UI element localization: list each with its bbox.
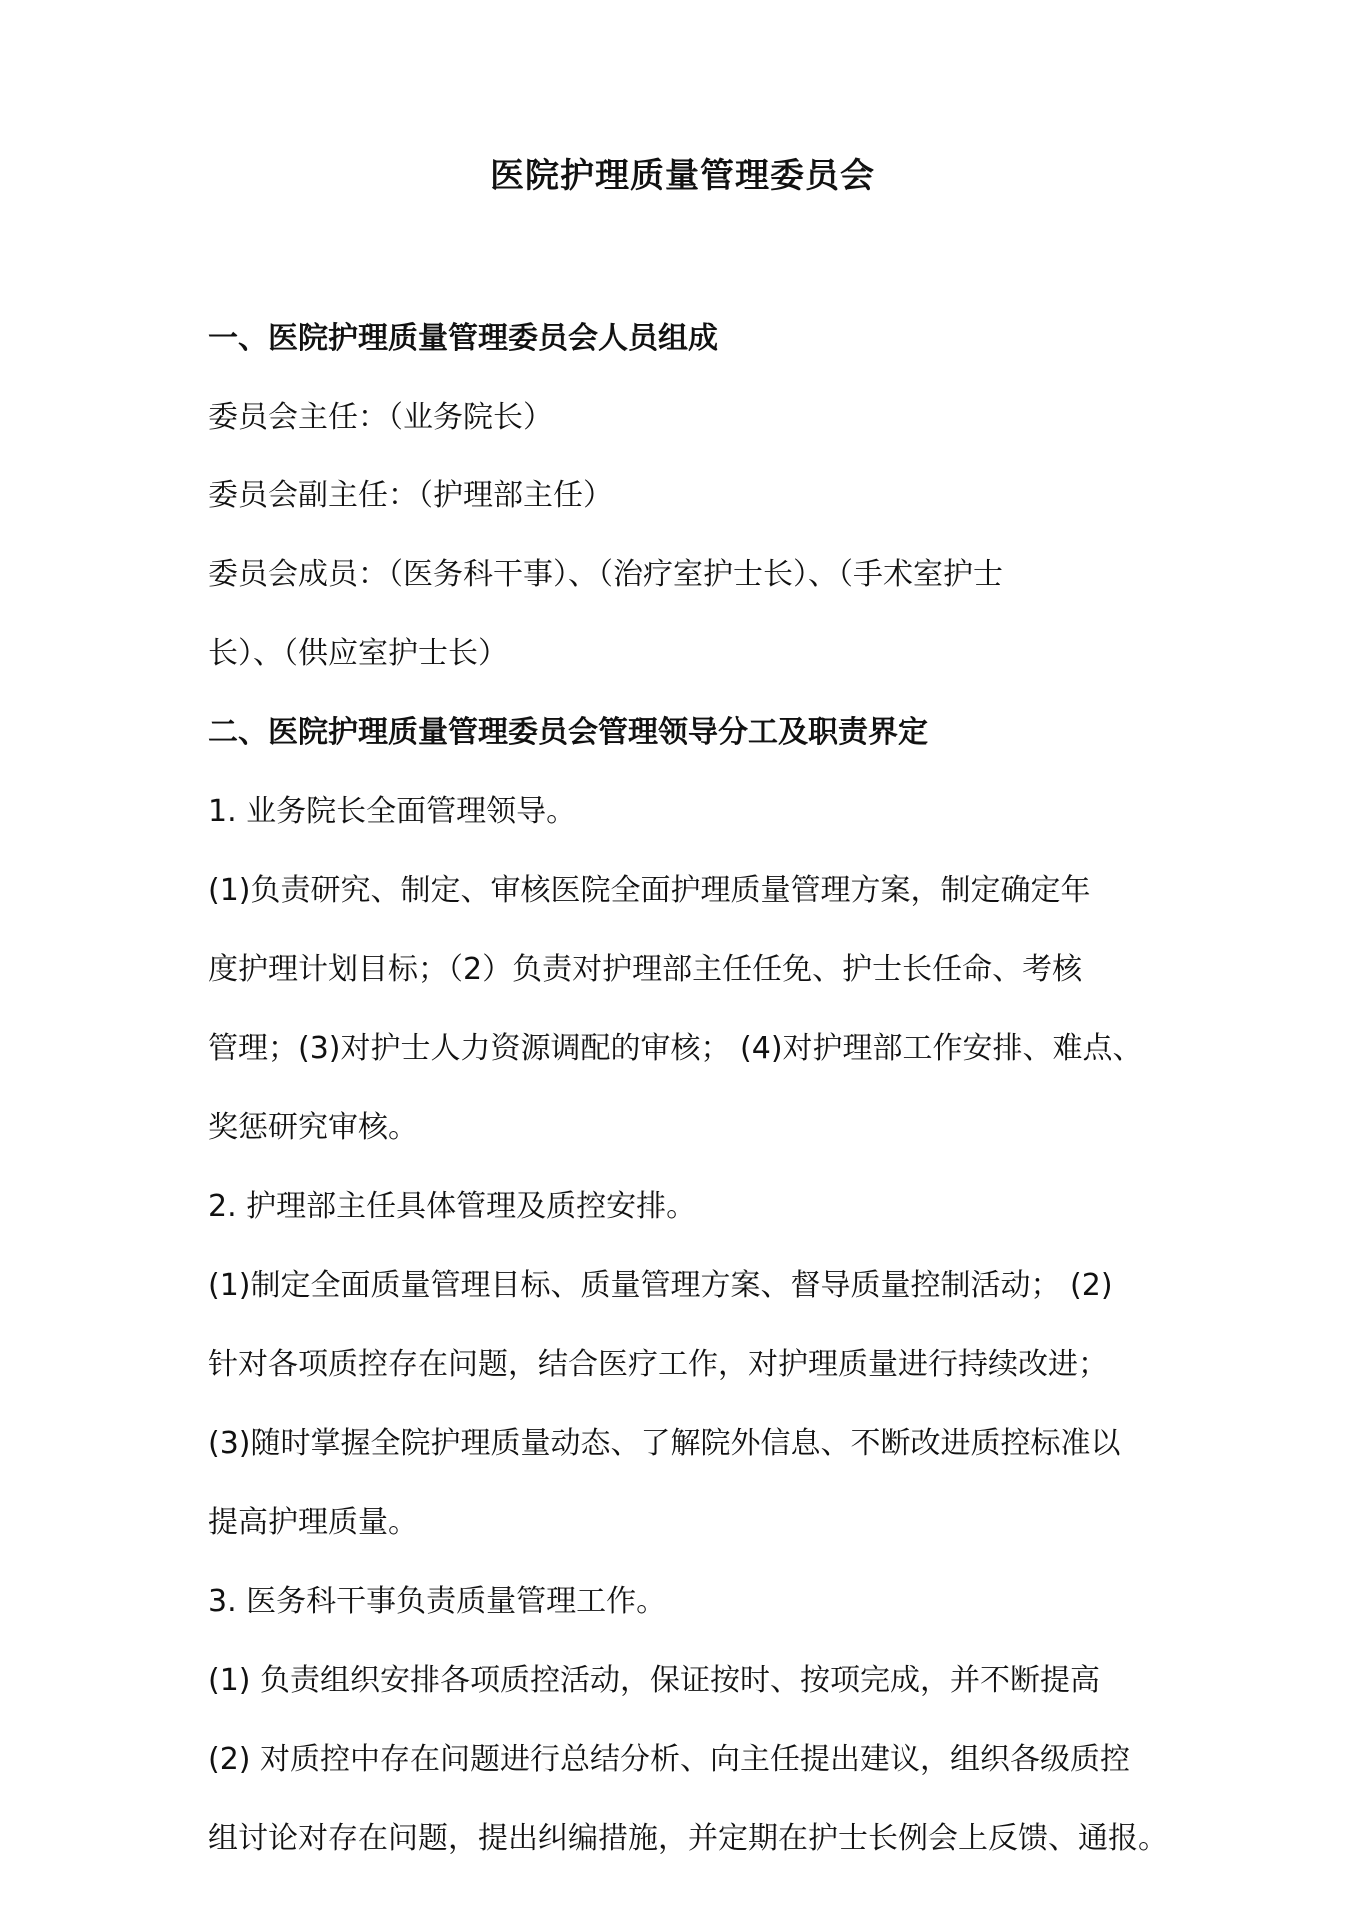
document-title: 医院护理质量管理委员会: [490, 156, 875, 196]
committee-members-line-2: 长）、（供应室护士长）: [208, 636, 508, 671]
item-1-line: 奖惩研究审核。: [208, 1110, 418, 1145]
item-2-line: 针对各项质控存在问题，结合医疗工作，对护理质量进行持续改进；: [208, 1347, 1108, 1382]
item-3-title: 3. 医务科干事负责质量管理工作。: [208, 1584, 667, 1619]
item-1-line: 度护理计划目标；（2）负责对护理部主任任免、护士长任命、考核: [208, 952, 1083, 987]
committee-vice-director: 委员会副主任：（护理部主任）: [208, 478, 613, 513]
item-2-line: (1)制定全面质量管理目标、质量管理方案、督导质量控制活动； (2): [208, 1268, 1113, 1303]
section-1-heading: 一、医院护理质量管理委员会人员组成: [208, 321, 718, 356]
item-3-line: (1) 负责组织安排各项质控活动，保证按时、按项完成，并不断提高: [208, 1663, 1101, 1698]
committee-members-line-1: 委员会成员：（医务科干事）、（治疗室护士长）、（手术室护士: [208, 557, 1003, 592]
item-1-line: 管理；(3)对护士人力资源调配的审核； (4)对护理部工作安排、难点、: [208, 1031, 1143, 1066]
item-1-line: (1)负责研究、制定、审核医院全面护理质量管理方案，制定确定年: [208, 873, 1091, 908]
item-2-title: 2. 护理部主任具体管理及质控安排。: [208, 1189, 697, 1224]
item-1-title: 1. 业务院长全面管理领导。: [208, 794, 577, 829]
item-2-line: 提高护理质量。: [208, 1505, 418, 1540]
item-3-line: (2) 对质控中存在问题进行总结分析、向主任提出建议，组织各级质控: [208, 1742, 1131, 1777]
item-2-line: (3)随时掌握全院护理质量动态、了解院外信息、不断改进质控标准以: [208, 1426, 1121, 1461]
section-2-heading: 二、医院护理质量管理委员会管理领导分工及职责界定: [208, 715, 928, 750]
item-3-line: 组讨论对存在问题，提出纠编措施，并定期在护士长例会上反馈、通报。: [208, 1821, 1168, 1856]
committee-director: 委员会主任：（业务院长）: [208, 400, 553, 435]
